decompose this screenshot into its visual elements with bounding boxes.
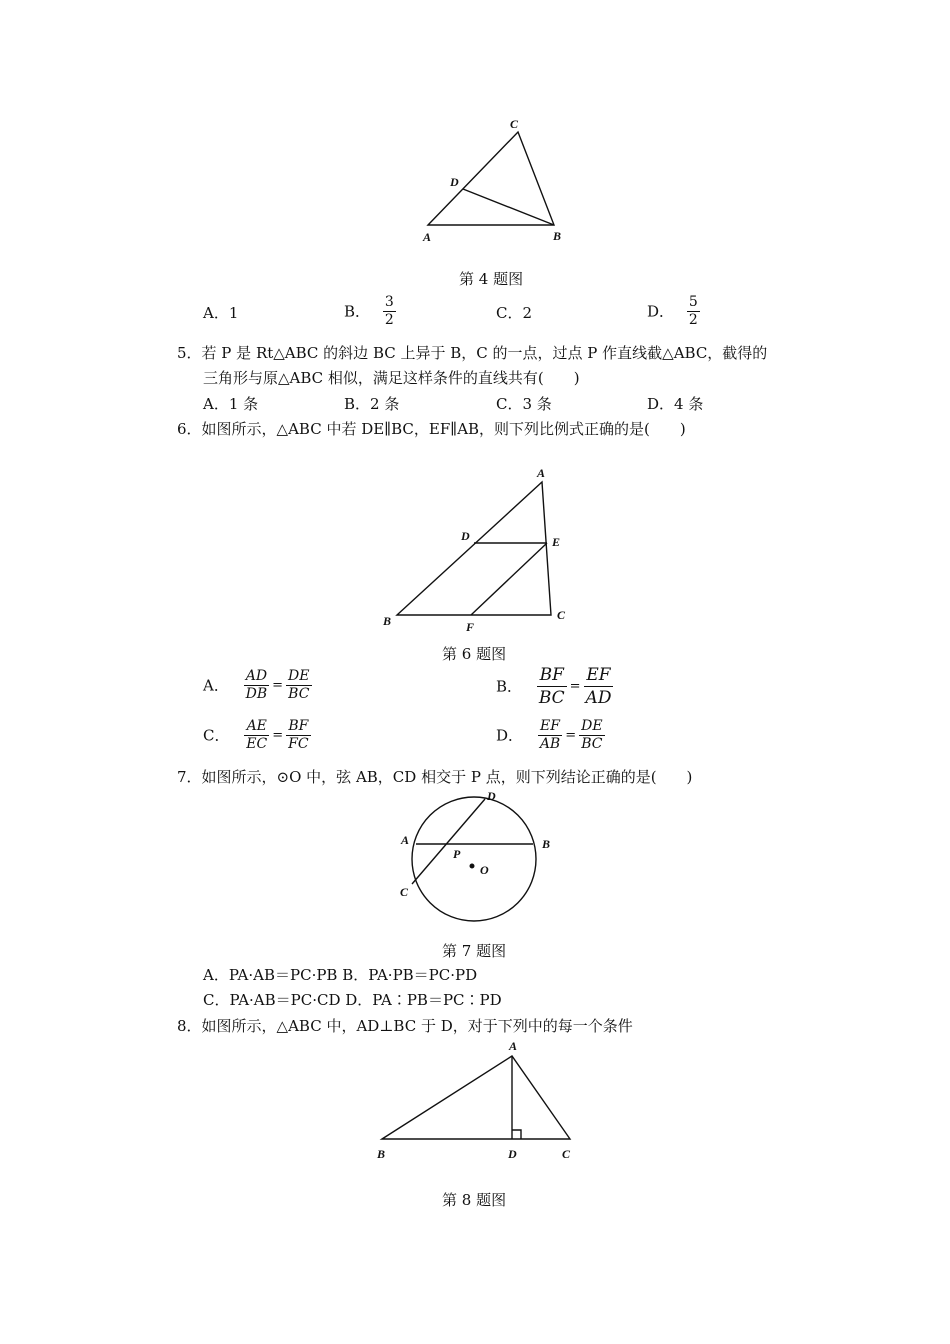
q4-figure [420,112,570,247]
q6-label-c: C [557,608,566,622]
q6-label-d: D [461,529,470,543]
q7-label-d: D [487,789,496,803]
q4-option-d: D． $\frac{5}{2}$ [647,294,698,328]
q4-caption: 第 4 题图 [459,270,524,288]
q6-triangle-abc [397,482,551,615]
q8-stem: 8．如图所示，△ABC 中，AD⊥BC 于 D，对于下列中的每一个条件 [177,1017,633,1035]
q6-option-d: D． $\frac{EF}{AB}$ = $\frac{DE}{BC}$ [496,718,603,752]
q7-label-c: C [400,885,409,899]
q5-option-b: B．2 条 [344,395,400,413]
q4-segment-db [463,189,554,225]
q8-caption: 第 8 题图 [442,1191,507,1209]
q8-right-angle-mark [512,1130,521,1139]
q6-caption: 第 6 题图 [442,645,507,663]
q4-option-b: B． $\frac{3}{2}$ [344,294,394,328]
q6-label-e: E [552,535,561,549]
q6-label-f: F [466,620,475,634]
q5-option-d: D．4 条 [647,395,704,413]
q6-stem: 6．如图所示，△ABC 中若 DE∥BC，EF∥AB，则下列比例式正确的是( ) [177,420,686,438]
q5-option-a: A．1 条 [203,395,259,413]
q8-figure [370,1034,585,1164]
q5-stem-line1: 5．若 P 是 Rt△ABC 的斜边 BC 上异于 B，C 的一点，过点 P 作直线截△ABC，截得的 [177,344,768,362]
q7-chord-cd [412,799,485,884]
q8-label-c: C [562,1147,571,1161]
q7-stem: 7．如图所示，⊙O 中，弦 AB，CD 相交于 P 点，则下列结论正确的是( ) [177,768,693,786]
q5-stem-line2: 三角形与原△ABC 相似，满足这样条件的直线共有( ) [203,369,580,387]
q4-label-b: B [553,229,562,243]
q6-option-a: A． $\frac{AD}{DB}$ = $\frac{DE}{BC}$ [203,668,310,702]
q4-label-a: A [423,230,432,244]
q7-options-cd: C．PA·AB＝PC·CD D．PA∶PB＝PC∶PD [203,991,502,1009]
q7-label-o: O [480,863,489,877]
q7-circle-o [412,797,536,921]
q6-label-b: B [383,614,392,628]
q8-triangle-abc [382,1056,570,1139]
q7-caption: 第 7 题图 [442,942,507,960]
q7-figure [395,786,560,934]
q8-label-b: B [377,1147,386,1161]
q7-label-p: P [453,847,461,861]
q8-label-d: D [508,1147,517,1161]
q4-option-a: A．1 [203,304,239,322]
q7-center-dot [470,864,474,868]
q6-label-a: A [537,466,546,480]
q6-figure [378,462,578,637]
q7-label-a: A [401,833,410,847]
q7-options-ab: A．PA·AB＝PC·PB B．PA·PB＝PC·PD [203,966,478,984]
q8-label-a: A [509,1039,518,1053]
q7-label-b: B [542,837,551,851]
q4-label-d: D [450,175,459,189]
q6-option-b: B． $\frac{BF}{BC}$ = $\frac{EF}{AD}$ [496,665,612,708]
q6-segment-ef [471,543,547,615]
q5-option-c: C．3 条 [496,395,552,413]
q4-option-c: C．2 [496,304,533,322]
q4-triangle-abc [428,132,554,225]
q6-option-c: C． $\frac{AE}{EC}$ = $\frac{BF}{FC}$ [203,718,309,752]
q4-label-c: C [510,117,519,131]
